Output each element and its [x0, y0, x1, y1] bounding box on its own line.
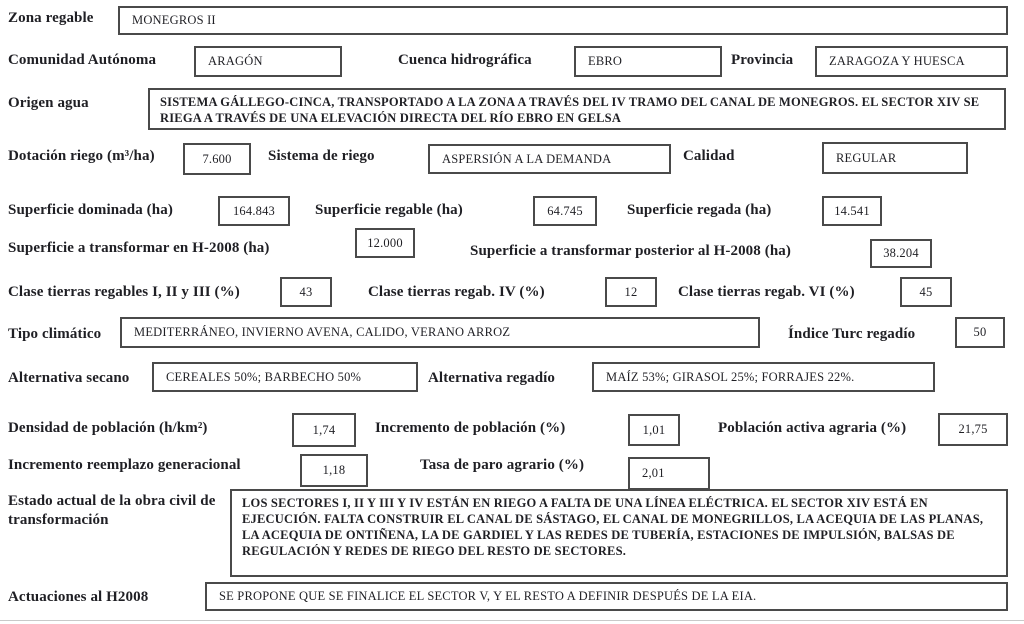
comunidad-autonoma-value-box: ARAGÓN — [194, 46, 342, 77]
densidad-poblacion-value-box: 1,74 — [292, 413, 356, 447]
superficie-transformar-posterior-label: Superficie a transformar posterior al H-2008 (ha) — [470, 243, 791, 259]
clase-tierras-regables-value-box: 43 — [280, 277, 332, 307]
provincia-label: Provincia — [731, 52, 794, 68]
alternativa-secano-value-box: CEREALES 50%; BARBECHO 50% — [152, 362, 418, 392]
superficie-regada-label: Superficie regada (ha) — [627, 202, 772, 218]
actuaciones-h2008-value-box: SE PROPONE QUE SE FINALICE EL SECTOR V, Y EL RESTO A DEFINIR DESPUÉS DE LA EIA. — [205, 582, 1008, 611]
sistema-riego-value-box: ASPERSIÓN A LA DEMANDA — [428, 144, 671, 174]
clase-tierras-iv-value-box: 12 — [605, 277, 657, 307]
superficie-transformar-h2008-label: Superficie a transformar en H-2008 (ha) — [8, 240, 270, 256]
indice-turc-label: Índice Turc regadío — [788, 326, 916, 342]
calidad-label: Calidad — [683, 148, 735, 164]
clase-tierras-iv-label: Clase tierras regab. IV (%) — [368, 284, 545, 300]
calidad-value-box: REGULAR — [822, 142, 968, 174]
superficie-regada-value-box: 14.541 — [822, 196, 882, 226]
incremento-poblacion-value-box: 1,01 — [628, 414, 680, 446]
cuenca-hidrografica-value-box: EBRO — [574, 46, 722, 77]
indice-turc-value-box: 50 — [955, 317, 1005, 348]
provincia-value-box: ZARAGOZA Y HUESCA — [815, 46, 1008, 77]
origen-agua-label: Origen agua — [8, 95, 89, 111]
superficie-transformar-h2008-value-box: 12.000 — [355, 228, 415, 258]
poblacion-activa-agraria-label: Población activa agraria (%) — [718, 420, 907, 436]
poblacion-activa-agraria-value-box: 21,75 — [938, 413, 1008, 446]
superficie-transformar-posterior-value-box: 38.204 — [870, 239, 932, 268]
zona-regable-value-box: MONEGROS II — [118, 6, 1008, 35]
origen-agua-value-box: SISTEMA GÁLLEGO-CINCA, TRANSPORTADO A LA ZONA A TRAVÉS DEL IV TRAMO DEL CANAL DE MONEGROS. EL SECTOR XIV SE RIEGA A TRAVÉS DE UNA ELEVACIÓN DIRECTA DEL RÍO EBRO EN GELSA — [148, 88, 1006, 130]
page-bottom-divider — [0, 620, 1024, 621]
incremento-poblacion-label: Incremento de población (%) — [375, 420, 566, 436]
alternativa-secano-label: Alternativa secano — [8, 370, 130, 386]
incremento-reemplazo-value-box: 1,18 — [300, 454, 368, 487]
sistema-riego-label: Sistema de riego — [268, 148, 375, 164]
tipo-climatico-label: Tipo climático — [8, 326, 102, 342]
tasa-paro-agrario-label: Tasa de paro agrario (%) — [420, 457, 585, 473]
incremento-reemplazo-label: Incremento reemplazo generacional — [8, 457, 241, 473]
comunidad-autonoma-label: Comunidad Autónoma — [8, 52, 157, 68]
alternativa-regadio-label: Alternativa regadío — [428, 370, 556, 386]
alternativa-regadio-value-box: MAÍZ 53%; GIRASOL 25%; FORRAJES 22%. — [592, 362, 935, 392]
superficie-dominada-value-box: 164.843 — [218, 196, 290, 226]
tipo-climatico-value-box: MEDITERRÁNEO, INVIERNO AVENA, CALIDO, VERANO ARROZ — [120, 317, 760, 348]
clase-tierras-regables-label: Clase tierras regables I, II y III (%) — [8, 284, 240, 300]
estado-obra-civil-value-box: LOS SECTORES I, II Y III Y IV ESTÁN EN RIEGO A FALTA DE UNA LÍNEA ELÉCTRICA. EL SECTOR XIV ESTÁ EN EJECUCIÓN. FALTA CONSTRUIR EL CANAL DE SÁSTAGO, EL CANAL DE MONEGRILLOS, LA ACEQUIA DE LAS PLANAS, LA ACEQUIA DE ONTIÑENA, LA DE GARDIEL Y LAS REDES DE TUBERÍA, ESTACIONES DE IMPULSIÓN, BALSAS DE REGULACIÓN Y REDES DE RIEGO DEL RESTO DE SECTORES. — [230, 489, 1008, 577]
clase-tierras-vi-value-box: 45 — [900, 277, 952, 307]
cuenca-hidrografica-label: Cuenca hidrográfica — [398, 52, 532, 68]
clase-tierras-vi-label: Clase tierras regab. VI (%) — [678, 284, 855, 300]
tasa-paro-agrario-value-box: 2,01 — [628, 457, 710, 490]
zona-regable-label: Zona regable — [8, 10, 94, 26]
superficie-regable-value-box: 64.745 — [533, 196, 597, 226]
superficie-regable-label: Superficie regable (ha) — [315, 202, 463, 218]
actuaciones-h2008-label: Actuaciones al H2008 — [8, 589, 149, 605]
densidad-poblacion-label: Densidad de población (h/km²) — [8, 420, 208, 436]
dotacion-riego-label: Dotación riego (m³/ha) — [8, 148, 155, 164]
superficie-dominada-label: Superficie dominada (ha) — [8, 202, 173, 218]
dotacion-riego-value-box: 7.600 — [183, 143, 251, 175]
estado-obra-civil-label: Estado actual de la obra civil de transformación — [8, 493, 216, 528]
